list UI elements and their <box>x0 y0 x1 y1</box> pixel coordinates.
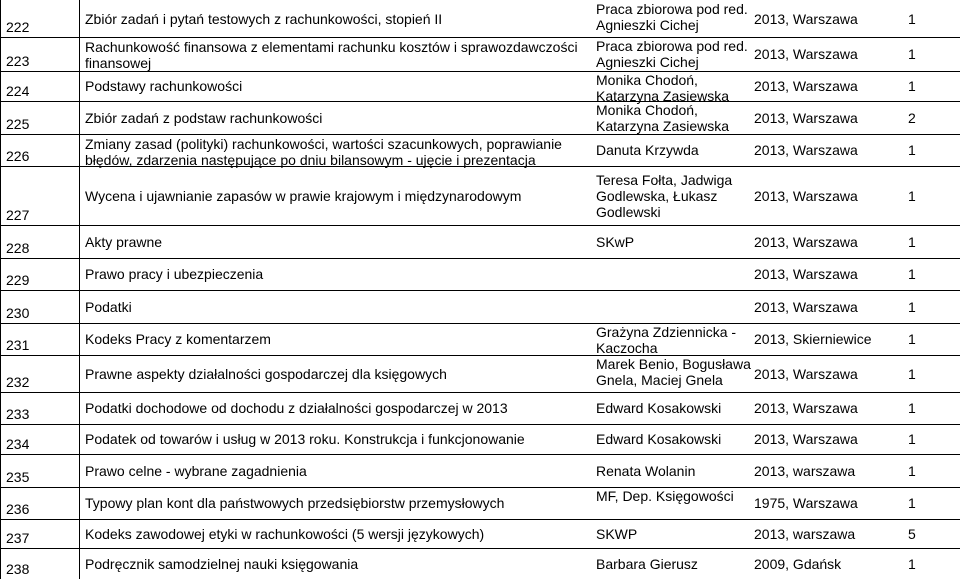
publication-place-year: 2013, Warszawa <box>754 234 858 250</box>
row-number: 236 <box>6 501 30 517</box>
copies-count: 1 <box>908 46 916 62</box>
copies-count: 1 <box>908 463 916 479</box>
book-title: Podręcznik samodzielnej nauki księgowania <box>85 556 359 572</box>
book-author: Monika Chodoń, Katarzyna Zasiewska <box>596 72 730 104</box>
row-border <box>0 225 960 226</box>
row-number: 237 <box>6 530 30 546</box>
book-author: Barbara Gierusz <box>596 556 698 572</box>
book-title: Prawo pracy i ubezpieczenia <box>85 266 264 282</box>
copies-count: 1 <box>908 11 916 27</box>
publication-place-year: 1975, Warszawa <box>754 495 858 511</box>
book-author: Praca zbiorowa pod red. Agnieszki Cichej <box>596 38 748 70</box>
row-number: 224 <box>6 83 30 99</box>
book-author: Marek Benio, Bogusława Gnela, Maciej Gnela <box>596 356 751 388</box>
row-border <box>0 134 960 135</box>
publication-place-year: 2013, Warszawa <box>754 110 858 126</box>
publication-place-year: 2013, Warszawa <box>754 266 858 282</box>
publication-place-year: 2013, warszawa <box>754 526 856 542</box>
book-title: Podstawy rachunkowości <box>85 78 243 94</box>
book-title: Kodeks zawodowej etyki w rachunkowości (5 wersji językowych) <box>85 526 485 542</box>
publication-place-year: 2013, Warszawa <box>754 142 858 158</box>
row-number: 225 <box>6 116 30 132</box>
book-title: Zbiór zadań i pytań testowych z rachunkowości, stopień II <box>85 11 443 27</box>
row-border <box>0 519 960 520</box>
copies-count: 1 <box>908 234 916 250</box>
publication-place-year: 2009, Gdańsk <box>754 556 842 572</box>
row-border <box>0 290 960 291</box>
publication-place-year: 2013, Warszawa <box>754 46 858 62</box>
book-author: Renata Wolanin <box>596 463 696 479</box>
row-border <box>0 37 960 38</box>
publication-place-year: 2013, Warszawa <box>754 400 858 416</box>
publication-place-year: 2013, Warszawa <box>754 299 858 315</box>
book-title: Podatki <box>85 299 132 315</box>
row-border <box>0 71 960 72</box>
copies-count: 1 <box>908 142 916 158</box>
book-title: Rachunkowość finansowa z elementami rachunku kosztów i sprawozdawczości finansowej <box>85 39 578 71</box>
row-border <box>0 101 960 102</box>
book-title: Typowy plan kont dla państwowych przedsiębiorstw przemysłowych <box>85 495 505 511</box>
row-border <box>0 323 960 324</box>
row-number: 222 <box>6 19 30 35</box>
book-title: Podatek od towarów i usług w 2013 roku. Konstrukcja i funkcjonowanie <box>85 431 525 447</box>
row-border <box>0 454 960 455</box>
book-title: Akty prawne <box>85 234 163 250</box>
copies-count: 1 <box>908 299 916 315</box>
row-number: 232 <box>6 374 30 390</box>
row-border <box>0 548 960 549</box>
row-number: 233 <box>6 406 30 422</box>
row-number: 231 <box>6 337 30 353</box>
copies-count: 1 <box>908 331 916 347</box>
publication-place-year: 2013, Warszawa <box>754 431 858 447</box>
row-border <box>0 424 960 425</box>
publication-place-year: 2013, warszawa <box>754 463 856 479</box>
row-border <box>0 355 960 356</box>
book-author: Teresa Fołta, Jadwiga Godlewska, Łukasz Godlewski <box>596 172 733 220</box>
row-border <box>0 392 960 393</box>
book-title: Prawne aspekty działalności gospodarczej dla księgowych <box>85 366 447 382</box>
publication-place-year: 2013, Warszawa <box>754 366 858 382</box>
book-author: Edward Kosakowski <box>596 400 722 416</box>
row-number: 238 <box>6 561 30 577</box>
row-number: 227 <box>6 207 30 223</box>
copies-count: 1 <box>908 431 916 447</box>
copies-count: 1 <box>908 78 916 94</box>
book-title: Zbiór zadań z podstaw rachunkowości <box>85 110 323 126</box>
book-author: SKWP <box>596 526 638 542</box>
copies-count: 2 <box>908 110 916 126</box>
book-author: Danuta Krzywda <box>596 142 699 158</box>
book-author: SKwP <box>596 234 635 250</box>
copies-count: 1 <box>908 556 916 572</box>
book-author: MF, Dep. Księgowości <box>596 488 734 504</box>
copies-count: 1 <box>908 188 916 204</box>
copies-count: 1 <box>908 266 916 282</box>
row-number: 234 <box>6 436 30 452</box>
publication-place-year: 2013, Warszawa <box>754 11 858 27</box>
copies-count: 5 <box>908 526 916 542</box>
book-title: Prawo celne - wybrane zagadnienia <box>85 463 307 479</box>
row-number: 228 <box>6 240 30 256</box>
row-border <box>0 487 960 488</box>
book-author: Monika Chodoń, Katarzyna Zasiewska <box>596 102 730 134</box>
row-number: 223 <box>6 53 30 69</box>
book-title: Podatki dochodowe od dochodu z działalności gospodarczej w 2013 <box>85 400 508 416</box>
copies-count: 1 <box>908 400 916 416</box>
book-title: Kodeks Pracy z komentarzem <box>85 331 271 347</box>
row-number: 229 <box>6 272 30 288</box>
publication-place-year: 2013, Warszawa <box>754 188 858 204</box>
publication-place-year: 2013, Warszawa <box>754 78 858 94</box>
row-number: 230 <box>6 305 30 321</box>
copies-count: 1 <box>908 495 916 511</box>
book-author: Praca zbiorowa pod red. Agnieszki Cichej <box>596 1 748 33</box>
book-author: Edward Kosakowski <box>596 431 722 447</box>
publication-place-year: 2013, Skierniewice <box>754 331 872 347</box>
book-title: Zmiany zasad (polityki) rachunkowości, wartości szacunkowych, poprawianie błędów, zdarzenia następujące po dniu bilansowym - ujęcie i prezentacja <box>85 136 562 168</box>
book-author: Grażyna Zdziennicka - Kaczocha <box>596 324 737 356</box>
book-title: Wycena i ujawnianie zapasów w prawie krajowym i międzynarodowym <box>85 188 522 204</box>
row-number: 235 <box>6 469 30 485</box>
copies-count: 1 <box>908 366 916 382</box>
row-number: 226 <box>6 148 30 164</box>
row-border <box>0 258 960 259</box>
